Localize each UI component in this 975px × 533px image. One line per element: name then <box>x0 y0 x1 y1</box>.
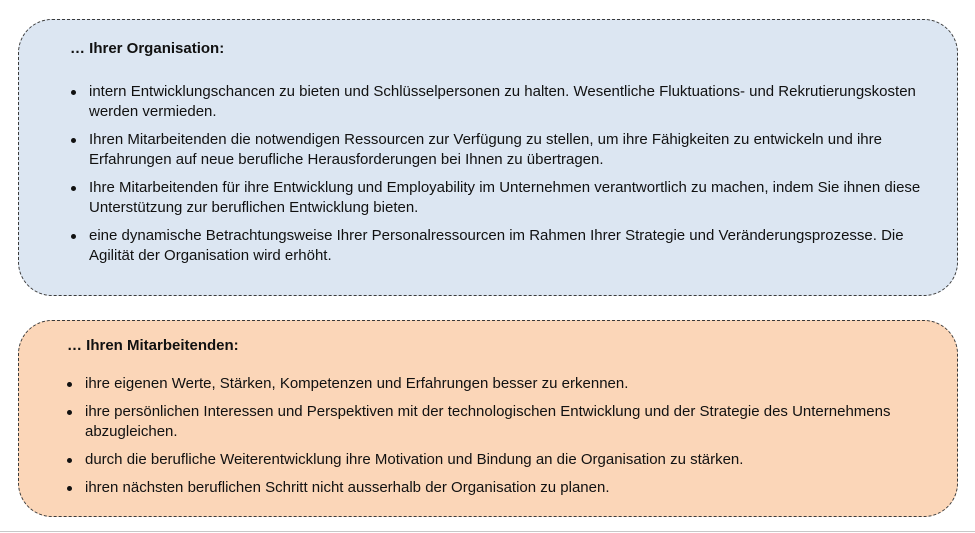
organisation-box <box>18 19 958 296</box>
list-item: intern Entwicklungschancen zu bieten und Schlüsselpersonen zu halten. Wesentliche Fluktuations- und Rekrutierungskosten werden vermieden. <box>69 82 929 122</box>
list-item: durch die berufliche Weiterentwicklung ihre Motivation und Bindung an die Organisation zu stärken. <box>65 450 945 470</box>
bottom-divider <box>0 531 975 532</box>
list-item: Ihren Mitarbeitenden die notwendigen Ressourcen zur Verfügung zu stellen, um ihre Fähigkeiten zu entwickeln und ihre Erfahrungen auf neue berufliche Herausforderungen bei Ihnen zu übertragen. <box>69 130 929 170</box>
organisation-list <box>69 82 929 274</box>
list-item: ihre persönlichen Interessen und Perspektiven mit der technologischen Entwicklung und der Strategie des Unternehmens abzugleichen. <box>65 402 945 442</box>
list-item: eine dynamische Betrachtungsweise Ihrer Personalressourcen im Rahmen Ihrer Strategie und Veränderungsprozesse. Die Agilität der Organisation wird erhöht. <box>69 226 929 266</box>
mitarbeitende-list <box>65 374 945 506</box>
mitarbeitende-title: … Ihren Mitarbeitenden: <box>67 337 239 354</box>
list-item: ihre eigenen Werte, Stärken, Kompetenzen und Erfahrungen besser zu erkennen. <box>65 374 945 394</box>
list-item: ihren nächsten beruflichen Schritt nicht ausserhalb der Organisation zu planen. <box>65 478 945 498</box>
organisation-title: … Ihrer Organisation: <box>70 40 225 57</box>
list-item: Ihre Mitarbeitenden für ihre Entwicklung und Employability im Unternehmen verantwortlich zu machen, indem Sie ihnen diese Unterstützung zur beruflichen Entwicklung bieten. <box>69 178 929 218</box>
mitarbeitende-box <box>18 320 958 517</box>
